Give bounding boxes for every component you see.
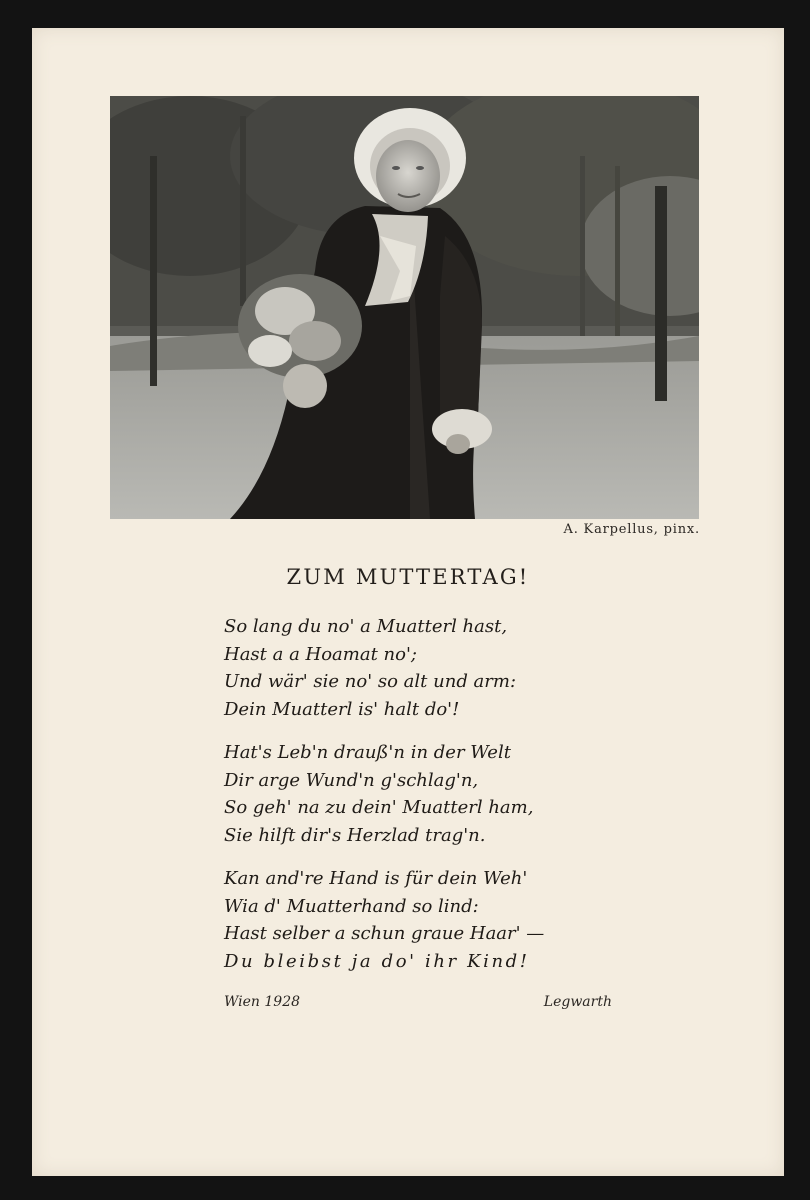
poem-line: Dir arge Wund'n g'schlag'n, <box>224 769 479 791</box>
poem-line: Dein Muatterl is' halt do'! <box>224 698 460 720</box>
poem-line: Wia d' Muatterhand so lind: <box>224 895 479 917</box>
place-date: Wien 1928 <box>224 994 301 1010</box>
poem-line: So lang du no' a Muatterl hast, <box>224 616 508 637</box>
portrait-photo <box>110 96 699 519</box>
poem-line: Hast a a Hoamat no'; <box>224 643 417 665</box>
poem-stanza <box>224 739 624 849</box>
poem-line: So geh' na zu dein' Muatterl ham, <box>224 797 534 818</box>
poem-line: Kan and're Hand is für dein Weh' <box>224 868 528 889</box>
poem-line: Sie hilft dir's Herzlad trag'n. <box>224 824 486 846</box>
author-signature: Legwarth <box>543 994 612 1010</box>
poem-stanza <box>224 613 624 723</box>
painter-credit: A. Karpellus, pinx. <box>563 522 700 537</box>
postcard <box>32 28 784 1176</box>
poem-stanza <box>224 865 624 975</box>
poem-line: Hat's Leb'n drauß'n in der Welt <box>224 742 511 763</box>
poem-line: Hast selber a schun graue Haar' — <box>224 923 545 944</box>
poem-body <box>224 613 624 991</box>
poem-line: Du bleibst ja do' ihr Kind! <box>224 950 530 972</box>
photo-illustration <box>110 96 699 519</box>
poem-line: Und wär' sie no' so alt und arm: <box>224 671 517 692</box>
poem-title: ZUM MUTTERTAG! <box>286 565 530 589</box>
